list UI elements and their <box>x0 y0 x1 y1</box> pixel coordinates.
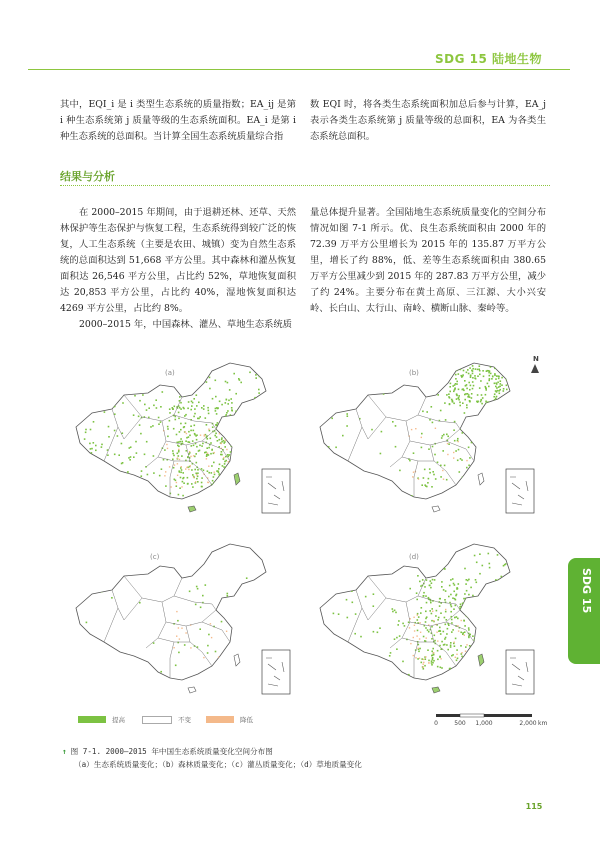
china-map-b <box>306 357 542 529</box>
map-panel-d <box>306 538 542 710</box>
taiwan-island <box>478 473 484 485</box>
hainan-island <box>188 687 196 693</box>
panel-label-a: (a) <box>165 369 175 377</box>
north-arrow-label: N <box>533 355 539 363</box>
header-rule <box>28 69 570 70</box>
caption-title: 图 7-1. 2000–2015 年中国生态系统质量变化空间分布图 <box>70 747 273 756</box>
map-panel-b <box>306 357 542 529</box>
scale-tick-1000: 1,000 <box>475 720 493 727</box>
legend-item-improve <box>78 715 125 724</box>
legend-label-unchanged: 不变 <box>178 716 191 724</box>
taiwan-island <box>478 654 484 666</box>
hainan-island <box>432 687 440 693</box>
panel-label-d: (d) <box>409 553 419 561</box>
north-arrow-icon <box>531 364 539 373</box>
intro-left-paragraph: 其中，EQI_i 是 i 类型生态系统的质量指数；EA_ij 是第 i 种生态系统第 j 质量等级的生态系统面积。EA_i 是第 i 种生态系统的总面积。当计算全国生态系统质量综合指 <box>60 99 296 142</box>
taiwan-island <box>234 654 240 666</box>
legend-item-unchanged <box>142 715 191 724</box>
caption-arrow-icon: ↑ <box>62 747 67 756</box>
china-map-a <box>62 357 298 529</box>
hainan-island <box>432 506 440 512</box>
china-map-c <box>62 538 298 710</box>
legend-label-improve: 提高 <box>112 716 125 724</box>
china-map-d <box>306 538 542 710</box>
legend-swatch-decline <box>206 716 234 723</box>
scale-tick-500: 500 <box>454 720 466 727</box>
caption-line-1 <box>62 745 362 758</box>
legend-item-decline <box>206 715 253 724</box>
scale-tick-2000: 2,000 <box>519 720 537 727</box>
figure-caption <box>62 745 362 771</box>
hainan-island <box>188 506 196 512</box>
south-china-sea-inset <box>262 650 290 694</box>
panel-label-b: (b) <box>409 369 419 377</box>
section-divider <box>60 185 550 186</box>
south-china-sea-inset <box>262 469 290 513</box>
map-panel-c <box>62 538 298 710</box>
map-panel-a <box>62 357 298 529</box>
section-title: 结果与分析 <box>60 170 115 183</box>
legend-swatch-unchanged <box>142 716 172 724</box>
header-title: SDG 15 陆地生物 <box>434 52 542 66</box>
south-china-sea-inset <box>506 650 534 694</box>
caption-line-2: （a）生态系统质量变化；（b）森林质量变化；（c）灌丛质量变化；（d）草地质量变化 <box>74 760 362 769</box>
panel-label-c: (c) <box>150 553 160 561</box>
legend-label-decline: 降低 <box>240 716 253 724</box>
scale-tick-0: 0 <box>434 720 438 727</box>
south-china-sea-inset <box>506 469 534 513</box>
scale-bar <box>432 712 548 728</box>
scale-unit: km <box>538 720 548 727</box>
body-left-paragraph-2: 2000–2015 年，中国森林、灌丛、草地生态系统质 <box>79 319 292 330</box>
body-right-paragraph: 量总体提升显著。全国陆地生态系统质量变化的空间分布情况如图 7-1 所示。优、良生态系统面积由 2000 年的 72.39 万平方公里增长为 2015 年的 135.87 万平方公里，增长了约 88%，低、差等生态系统面积由 380.65 万平方公里减少到 2015 年的 287.83 万平方公里，减少了约 24%。主要分布在黄土高原、三江源、大小兴安岭、长白山、太行山、南岭、横断山脉、秦岭等。 <box>310 207 546 314</box>
page-number: 115 <box>525 802 543 811</box>
taiwan-island <box>234 473 240 485</box>
legend-swatch-improve <box>78 716 106 723</box>
intro-right-paragraph: 数 EQI 时，将各类生态系统面积加总后参与计算，EA_j 表示各类生态系统第 j 质量等级的总面积，EA 为各类生态系统总面积。 <box>310 99 546 142</box>
side-tab-label: SDG 15 <box>580 568 593 614</box>
body-left-paragraph-1: 在 2000–2015 年期间，由于退耕还林、还草、天然林保护等生态保护与恢复工程，生态系统得到较广泛的恢复，人工生态系统（主要是农田、城镇）变为自然生态系统的总面积达到 51,668 平方公里。其中森林和灌丛恢复面积达 26,546 平方公里，占比约 52%，草地恢复面积达 20,853 平方公里，占比约 40%，湿地恢复面积达 4269 平方公里，占比约 8%。 <box>60 207 296 314</box>
